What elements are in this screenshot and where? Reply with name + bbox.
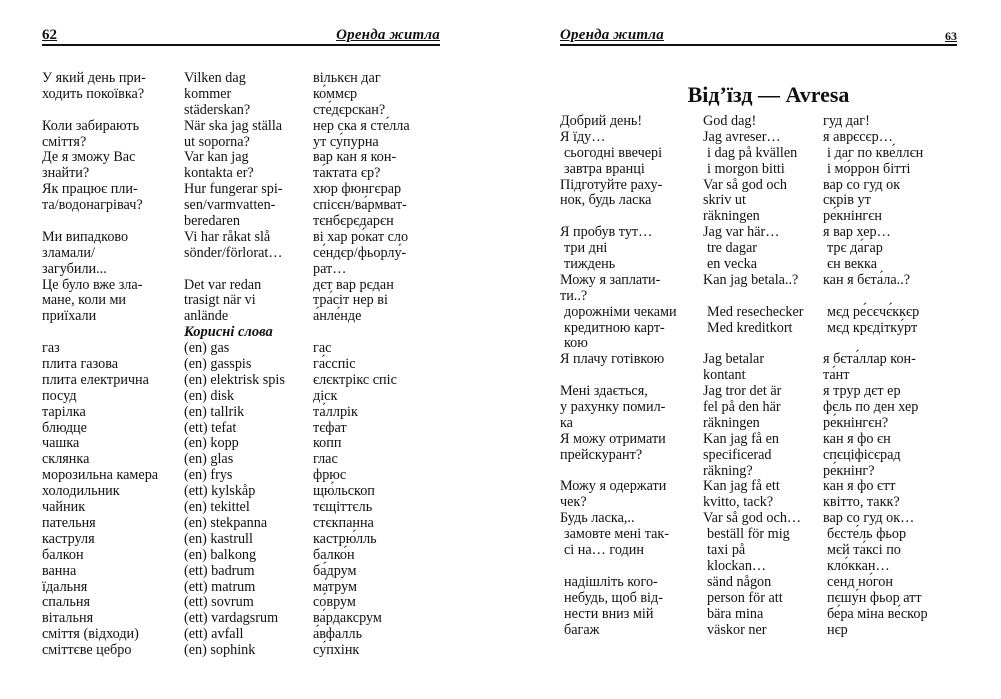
swedish-text: (ett) sovrum	[184, 594, 254, 611]
ukrainian-text: сміття?	[42, 133, 87, 150]
transcription-text: рат…	[313, 260, 347, 277]
transcription-text: су́пхінк	[313, 642, 360, 659]
transcription-text: се́ндєр/фьорлу́-	[313, 244, 407, 261]
transcription-text: кан я бєта́ла..?	[823, 271, 911, 288]
ukrainian-text: приїхали	[42, 308, 97, 325]
swedish-text: städerskan?	[184, 101, 251, 118]
ukrainian-text: загубили...	[42, 260, 107, 277]
swedish-text: (en) sophink	[184, 642, 256, 659]
transcription-text: діск	[313, 387, 338, 404]
transcription-text: я вар хер…	[823, 224, 891, 241]
transcription-text: ві хар ро́кат сло	[313, 228, 409, 245]
swedish-text: skriv ut	[703, 192, 746, 209]
swedish-text: (en) elektrisk spis	[184, 371, 285, 388]
transcription-text: та́нт	[823, 367, 850, 384]
ukrainian-text: прейскурант?	[560, 446, 643, 463]
ukrainian-text: небудь, щоб від-	[564, 589, 663, 606]
swedish-text: klockan…	[707, 557, 767, 574]
swedish-text: Vilken dag	[184, 70, 246, 86]
transcription-text: та́ктата єр?	[313, 165, 381, 182]
swedish-text: (en) frys	[184, 467, 233, 484]
ukrainian-text: пательня	[42, 514, 96, 531]
transcription-text: дєт вар рєдан	[313, 276, 394, 293]
ukrainian-text: посуд	[42, 387, 77, 404]
transcription-text: кастрю́лль	[313, 530, 377, 547]
transcription-text: тєнбєрєдарєн	[313, 213, 394, 230]
swedish-text: person för att	[707, 589, 783, 606]
transcription-text: копп	[313, 435, 342, 452]
ukrainian-text: каструля	[42, 530, 95, 547]
swedish-text: Jag avreser…	[703, 128, 781, 145]
ukrainian-text: надішліть кого-	[564, 573, 658, 590]
ukrainian-text: Добрий день!	[560, 113, 643, 129]
transcription-text: щю́льскоп	[313, 483, 375, 500]
ukrainian-text: Будь ласка,..	[560, 510, 635, 527]
swedish-text: (en) gas	[184, 340, 230, 357]
ukrainian-text: їдальня	[42, 578, 88, 595]
ukrainian-text: дорожніми чеками	[564, 303, 677, 320]
swedish-text: sönder/förlorat…	[184, 244, 283, 261]
ukrainian-text: кредитною карт-	[564, 319, 665, 336]
transcription-text: со́врум	[313, 594, 356, 611]
ukrainian-text: ка	[560, 414, 573, 431]
ukrainian-text: чек?	[560, 494, 587, 511]
swedish-text: (ett) kylskåp	[184, 483, 256, 500]
ukrainian-text: сміттєве цебро	[42, 642, 132, 659]
transcription-text: вар со гуд ок…	[823, 510, 915, 527]
ukrainian-text: ходить покоївка?	[42, 85, 145, 102]
ukrainian-text: Я пробув тут…	[560, 224, 653, 241]
transcription-text: нєр	[827, 621, 848, 638]
right-page	[500, 0, 1001, 699]
swedish-text: bära mina	[707, 605, 764, 622]
swedish-text: i dag på kvällen	[707, 144, 798, 161]
transcription-text: тєщіттєль	[313, 499, 373, 516]
ukrainian-text: чайник	[42, 499, 86, 516]
swedish-text: trasigt när vi	[184, 292, 256, 309]
transcription-text: тра́сіт нер ві	[313, 292, 388, 309]
swedish-text: Kan jag få en	[703, 430, 780, 447]
left-page	[0, 0, 500, 699]
swedish-text: Jag betalar	[703, 351, 765, 368]
transcription-text: трє да́гар	[827, 240, 883, 257]
ukrainian-text: Де я зможу Вас	[42, 149, 136, 166]
swedish-text: (ett) tefat	[184, 419, 237, 436]
ukrainian-text: Я плачу готівкою	[560, 351, 665, 368]
swedish-text: en vecka	[707, 256, 758, 273]
swedish-text: (en) balkong	[184, 546, 257, 563]
section-title: Від’їзд — Avresa	[687, 82, 850, 107]
swedish-text: (en) tekittel	[184, 499, 250, 516]
left-page-header	[42, 26, 440, 46]
swedish-text: anlände	[184, 308, 229, 325]
swedish-text: räkningen	[703, 414, 760, 431]
swedish-text: Det var redan	[184, 276, 262, 293]
ukrainian-text: газ	[42, 340, 60, 357]
transcription-text: квітто, такк?	[823, 494, 900, 511]
swedish-text: räkning?	[703, 462, 753, 479]
swedish-text: (en) gasspis	[184, 356, 252, 373]
transcription-text: хюр фюнгєрар	[313, 181, 402, 198]
ukrainian-text: сьогодні ввечері	[564, 144, 663, 161]
swedish-text: Var kan jag	[184, 149, 249, 166]
transcription-text: фрюс	[313, 467, 347, 484]
transcription-text: ко́ммєр	[313, 85, 358, 102]
transcription-text: ба́друм	[313, 562, 357, 579]
ukrainian-text: балкон	[42, 546, 84, 563]
swedish-text: (en) tallrik	[184, 403, 245, 420]
swedish-text: kontant	[703, 367, 746, 384]
ukrainian-text: Підготуйте раху-	[560, 176, 663, 193]
transcription-text: єлєктрікс спіс	[313, 371, 397, 388]
transcription-text: мєд крєдітку́рт	[827, 319, 918, 336]
swedish-text: (en) disk	[184, 387, 235, 404]
swedish-text: sen/varmvatten-	[184, 197, 276, 214]
transcription-text: сте́дєрскан?	[313, 101, 386, 118]
transcription-text: га́сспіс	[313, 356, 356, 373]
swedish-text: Med resechecker	[707, 303, 804, 320]
transcription-text: стєкпанна	[313, 514, 374, 531]
transcription-text: глас	[313, 451, 338, 468]
swedish-text: Hur fungerar spi-	[184, 181, 283, 198]
transcription-text: і даг по кве́ллєн	[827, 144, 924, 161]
transcription-text: скрів ут	[823, 192, 871, 209]
ukrainian-text: вітальня	[42, 610, 94, 627]
transcription-text: ма́трум	[313, 578, 357, 595]
ukrainian-text: Можу я заплати-	[560, 271, 661, 288]
transcription-text: пєшу́н фьор атт	[827, 589, 922, 606]
transcription-text: я трур дєт ер	[823, 383, 901, 400]
ukrainian-text: Мені здається,	[560, 383, 648, 400]
swedish-text: (ett) badrum	[184, 562, 255, 579]
transcription-text: балко́н	[313, 546, 355, 563]
ukrainian-text: Це було вже зла-	[42, 276, 143, 293]
ukrainian-text: Я їду…	[560, 128, 606, 145]
page-number: 63	[945, 29, 957, 43]
swedish-text: kvitto, tack?	[703, 494, 774, 511]
swedish-text: Var så god och	[703, 176, 787, 193]
swedish-text: (ett) matrum	[184, 578, 256, 595]
swedish-text: väskor ner	[707, 621, 767, 638]
swedish-text: (ett) avfall	[184, 626, 244, 643]
ukrainian-text: Коли забирають	[42, 117, 140, 134]
ukrainian-text: морозильна камера	[42, 467, 159, 484]
ukrainian-text: Я можу отримати	[560, 430, 666, 447]
running-title: Оренда житла	[336, 27, 440, 43]
ukrainian-text: плита газова	[42, 356, 119, 373]
ukrainian-text: Можу я одержати	[560, 478, 667, 495]
swedish-text: i morgon bitti	[707, 160, 785, 177]
swedish-text: kommer	[184, 85, 232, 102]
transcription-text: єн векка	[827, 256, 878, 273]
ukrainian-text: ванна	[42, 562, 77, 579]
transcription-text: я бєта́ллар кон-	[823, 351, 916, 368]
swedish-text: (en) kopp	[184, 435, 239, 452]
right-page-header	[560, 26, 957, 46]
swedish-text: God dag!	[703, 113, 757, 129]
ukrainian-text: У який день при-	[42, 70, 146, 86]
ukrainian-text: багаж	[564, 621, 600, 638]
swedish-text: kontakta er?	[184, 165, 254, 182]
swedish-text: Kan jag betala..?	[703, 271, 799, 288]
ukrainian-text: склянка	[42, 451, 90, 468]
swedish-text: specificerad	[703, 446, 772, 463]
transcription-text: та́ллрік	[313, 403, 358, 420]
transcription-text: ут су́пурна	[313, 133, 379, 150]
ukrainian-text: три дні	[564, 240, 608, 257]
ukrainian-text: завтра вранці	[564, 160, 645, 177]
transcription-text: а́нле́нде	[313, 308, 362, 325]
transcription-text: ре́кнінгєн?	[823, 414, 889, 431]
transcription-text: кло́ккан…	[827, 557, 890, 574]
transcription-text: кан я фо єн	[823, 430, 891, 447]
ukrainian-text: замовте мені так-	[564, 526, 670, 543]
swedish-text: Kan jag få ett	[703, 478, 780, 495]
ukrainian-text: спальня	[42, 594, 90, 611]
page-number: 62	[42, 27, 57, 43]
swedish-text: Var så god och…	[703, 510, 802, 527]
swedish-text: (en) kastrull	[184, 530, 253, 547]
ukrainian-text: знайти?	[42, 165, 90, 182]
swedish-text: Jag tror det är	[703, 383, 782, 400]
ukrainian-text: тарілка	[42, 403, 86, 420]
transcription-text: а́вфалль	[313, 626, 363, 643]
transcription-text: нер ска я сте́лла	[313, 117, 410, 134]
ukrainian-text: плита електрична	[42, 371, 149, 388]
ukrainian-text: у рахунку помил-	[560, 399, 666, 416]
swedish-text: beställ för mig	[707, 526, 790, 543]
swedish-text: (en) glas	[184, 451, 234, 468]
swedish-text: taxi på	[707, 542, 746, 559]
transcription-text: ва́рдаксрум	[313, 610, 382, 627]
transcription-text: бе́ра міна ве́скор	[827, 605, 928, 622]
ukrainian-text: холодильник	[42, 483, 120, 500]
ukrainian-text: зламали/	[42, 244, 95, 261]
transcription-text: і мо́ррон бітті	[827, 160, 911, 177]
swedish-text: sänd någon	[707, 573, 772, 590]
ukrainian-text: кою	[564, 335, 588, 352]
transcription-text: я аврєсєр…	[823, 128, 893, 145]
transcription-text: сенд но́гон	[827, 573, 893, 590]
transcription-text: бєсте́ль фьор	[827, 526, 907, 543]
ukrainian-text: нести вниз мій	[564, 605, 654, 622]
vocab-heading: Корисні слова	[184, 324, 273, 341]
swedish-text: ut soporna?	[184, 133, 250, 150]
ukrainian-text: мане, коли ми	[42, 292, 127, 309]
swedish-text: fel på den här	[703, 399, 781, 416]
transcription-text: спісєн/ва́рмват-	[313, 197, 407, 214]
swedish-text: Vi har råkat slå	[184, 228, 271, 245]
ukrainian-text: Ми випадково	[42, 228, 129, 245]
ukrainian-text: тиждень	[564, 256, 616, 273]
swedish-text: Jag var här…	[703, 224, 780, 241]
ukrainian-text: блюдце	[42, 419, 87, 436]
swedish-text: tre dagar	[707, 240, 758, 257]
transcription-text: ре́кнінг?	[823, 462, 875, 479]
transcription-text: ре́кнінгєн	[823, 208, 882, 225]
swedish-text: Med kreditkort	[707, 319, 793, 336]
transcription-text: спєціфісєрад	[823, 446, 901, 463]
ukrainian-text: чашка	[42, 435, 80, 452]
ukrainian-text: Як працює пли-	[42, 181, 138, 198]
transcription-text: мєй та́ксі по	[827, 542, 901, 559]
ukrainian-text: та/водонагрівач?	[42, 197, 143, 214]
transcription-text: фєль по ден хер	[823, 399, 919, 416]
transcription-text: тєфат	[313, 419, 347, 436]
ukrainian-text: ти..?	[560, 287, 588, 304]
transcription-text: гуд даг!	[823, 113, 870, 129]
running-title: Оренда житла	[560, 27, 664, 43]
ukrainian-text: сі на… годин	[564, 542, 644, 559]
transcription-text: кан я фо єтт	[823, 478, 896, 495]
transcription-text: мєд ре́сєчє́ккєр	[827, 303, 920, 320]
swedish-text: räkningen	[703, 208, 760, 225]
swedish-text: (ett) vardagsrum	[184, 610, 279, 627]
swedish-text: (en) stekpanna	[184, 514, 268, 531]
transcription-text: вар кан я кон-	[313, 149, 397, 166]
ukrainian-text: сміття (відходи)	[42, 626, 139, 643]
transcription-text: вількєн даг	[313, 70, 381, 86]
swedish-text: När ska jag ställa	[184, 117, 283, 134]
ukrainian-text: нок, будь ласка	[560, 192, 652, 209]
swedish-text: beredaren	[184, 213, 240, 230]
transcription-text: гас	[313, 340, 332, 357]
transcription-text: вар со гуд ок	[823, 176, 901, 193]
